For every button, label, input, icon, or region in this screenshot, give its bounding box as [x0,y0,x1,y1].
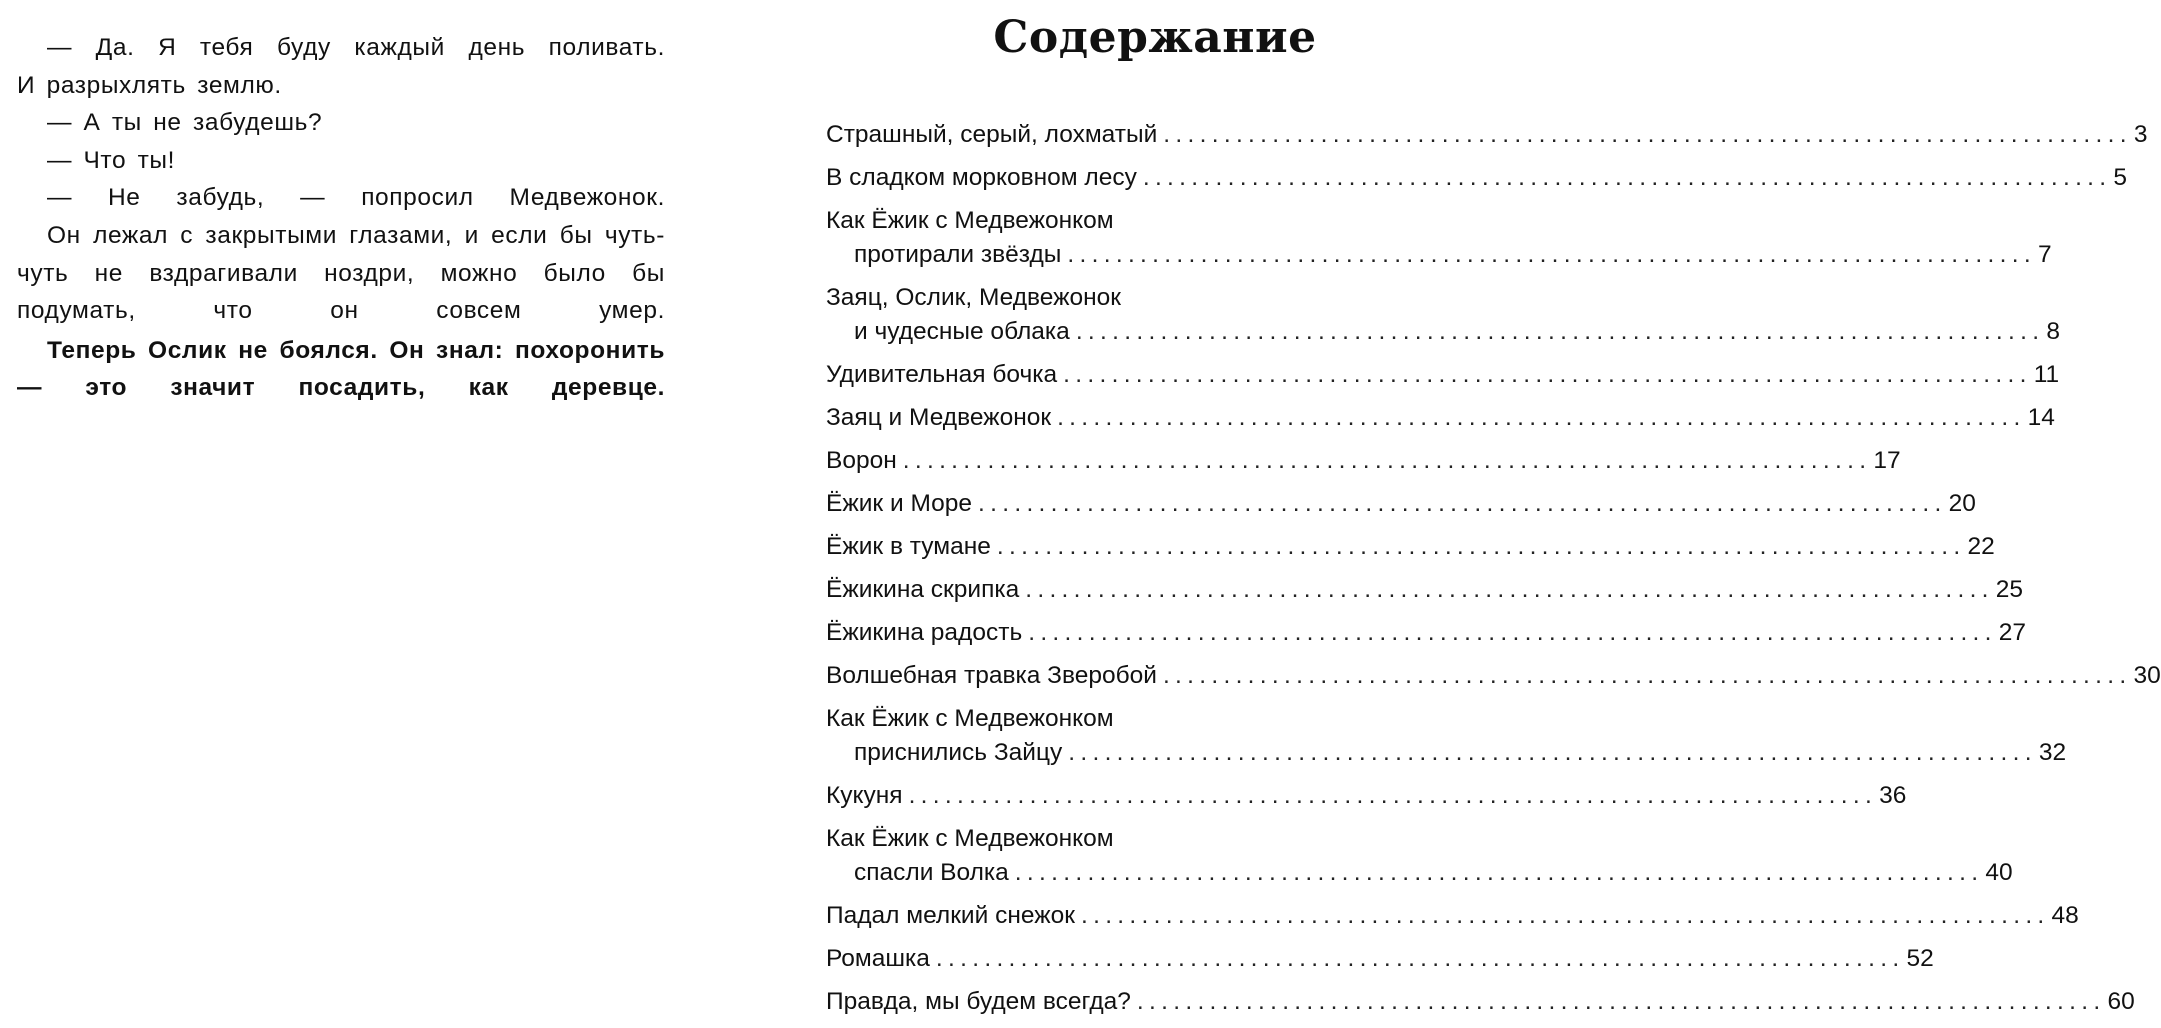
toc-row [826,358,2060,392]
toc-heading: Содержание [993,12,1317,63]
toc-row [826,487,1976,521]
toc-page-number: 3 [2133,121,2148,148]
toc-row [826,942,1934,976]
toc-entry-title: протирали звёзды [854,241,1062,268]
toc-leader-dots: ................................................................................ [935,945,1905,972]
toc-entry-title: Как Ёжик с Медвежонком [826,825,1114,852]
toc-list [826,118,2161,1028]
dialogue-line: — Не забудь, — попросил Медвежонок. [47,184,665,212]
toc-page-number: 7 [2037,241,2052,268]
toc-entry[interactable] [826,616,2027,650]
toc-page-number: 36 [1879,782,1907,809]
dialogue-line: — Что ты! [47,146,176,174]
toc-entry-title: Заяц, Ослик, Медвежонок [826,284,1122,311]
toc-leader-dots: ................................................................................ [908,782,1878,809]
toc-leader-dots: ................................................................................ [1063,361,2032,388]
toc-row [826,736,2067,770]
toc-leader-dots: ................................................................................ [1162,662,2132,689]
toc-entry-title: Как Ёжик с Медвежонком [826,207,1114,234]
toc-entry-title: Ёжик и Море [826,490,973,517]
toc-leader-dots: ................................................................................ [1068,739,2037,766]
toc-page-number: 48 [2051,902,2079,929]
toc-entry-title: Волшебная травка Зверобой [826,662,1157,689]
toc-row [826,530,1995,564]
toc-row [826,161,2128,195]
toc-entry[interactable] [826,358,2060,392]
toc-page-number: 8 [2046,318,2061,345]
toc-entry-title: Ёжикина скрипка [826,576,1020,603]
toc-page-number: 5 [2113,164,2128,191]
toc-entry[interactable] [826,444,1901,478]
toc-page-number: 30 [2133,662,2161,689]
toc-row [826,985,2135,1019]
toc-page-number: 52 [1906,945,1934,972]
toc-entry[interactable] [826,118,2148,152]
toc-leader-dots: ................................................................................ [1142,164,2112,191]
toc-entry[interactable] [826,487,1976,521]
toc-page-number: 27 [1998,619,2027,646]
toc-leader-dots: ................................................................................ [1136,988,2106,1015]
toc-page-number: 40 [1985,859,2013,886]
toc-entry-title: Падал мелкий снежок [826,902,1075,929]
dialogue-line: — А ты не забудешь? [47,109,323,137]
toc-entry[interactable] [826,401,2055,435]
toc-entry-title: Ворон [826,447,897,474]
dialogue-line-continuation: И разрыхлять землю. [17,71,282,99]
toc-leader-dots: ................................................................................ [1025,576,1994,603]
toc-leader-dots: ................................................................................ [1057,404,2026,431]
toc-entry-title: Правда, мы будем всегда? [826,988,1131,1015]
toc-entry-title: Удивительная бочка [826,361,1058,388]
toc-page-number: 60 [2107,988,2135,1015]
story-paragraph-bold: Теперь Ослик не боялся. Он знал: похоронить — это значит посадить, как деревце. [17,336,665,402]
toc-page-number: 22 [1967,533,1995,560]
toc-entry-title: Как Ёжик с Медвежонком [826,705,1114,732]
toc-row [826,238,2052,272]
toc-row [826,616,2027,650]
toc-leader-dots: ................................................................................ [1014,859,1984,886]
story-text [17,29,665,407]
toc-leader-dots: ................................................................................ [1028,619,1997,646]
toc-page-number: 11 [2033,361,2060,388]
toc-row [826,573,2024,607]
toc-entry-title: Ёжик в тумане [826,533,991,560]
toc-entry[interactable] [826,659,2161,693]
toc-entry[interactable] [826,942,1934,976]
toc-row [826,315,2061,349]
toc-entry-title: Страшный, серый, лохматый [826,121,1158,148]
toc-entry-title: Ёжикина радость [826,619,1023,646]
toc-leader-dots: ................................................................................ [1075,318,2045,345]
toc-row [826,444,1901,478]
toc-page-number: 25 [1995,576,2024,603]
toc-entry-title: Заяц и Медвежонок [826,404,1052,431]
toc-entry[interactable] [826,985,2135,1019]
toc-leader-dots: ................................................................................ [1067,241,2036,268]
toc-row [826,659,2161,693]
toc-entry[interactable] [826,822,2013,890]
toc-entry[interactable] [826,899,2079,933]
toc-page-number: 17 [1873,447,1901,474]
toc-entry-title: В сладком морковном лесу [826,164,1137,191]
toc-page-number: 20 [1948,490,1976,517]
toc-leader-dots: ................................................................................ [978,490,1947,517]
toc-entry[interactable] [826,530,1995,564]
toc-entry[interactable] [826,573,2024,607]
toc-row [826,118,2148,152]
toc-entry-title: и чудесные облака [854,318,1070,345]
toc-row [826,779,1907,813]
toc-entry-title: приснились Зайцу [854,739,1063,766]
toc-entry-title: спасли Волка [854,859,1009,886]
toc-entry-title: Ромашка [826,945,930,972]
toc-entry-title: Кукуня [826,782,903,809]
dialogue-line: — Да. Я тебя буду каждый день поливать. [47,34,665,61]
story-paragraph: Он лежал с закрытыми глазами, и если бы чуть-чуть не вздрагивали ноздри, можно было бы подумать, что он совсем умер. [17,221,665,325]
toc-leader-dots: ................................................................................ [996,533,1966,560]
toc-entry[interactable] [826,779,1907,813]
toc-entry[interactable] [826,281,2061,349]
toc-page-number: 14 [2027,404,2055,431]
toc-entry[interactable] [826,161,2128,195]
toc-row [826,899,2079,933]
toc-row [826,856,2013,890]
toc-page-number: 32 [2038,739,2067,766]
toc-row [826,401,2055,435]
toc-entry[interactable] [826,702,2067,770]
toc-leader-dots: ................................................................................ [1080,902,2050,929]
toc-leader-dots: ................................................................................ [902,447,1872,474]
toc-entry[interactable] [826,204,2052,272]
toc-leader-dots: ................................................................................ [1163,121,2132,148]
